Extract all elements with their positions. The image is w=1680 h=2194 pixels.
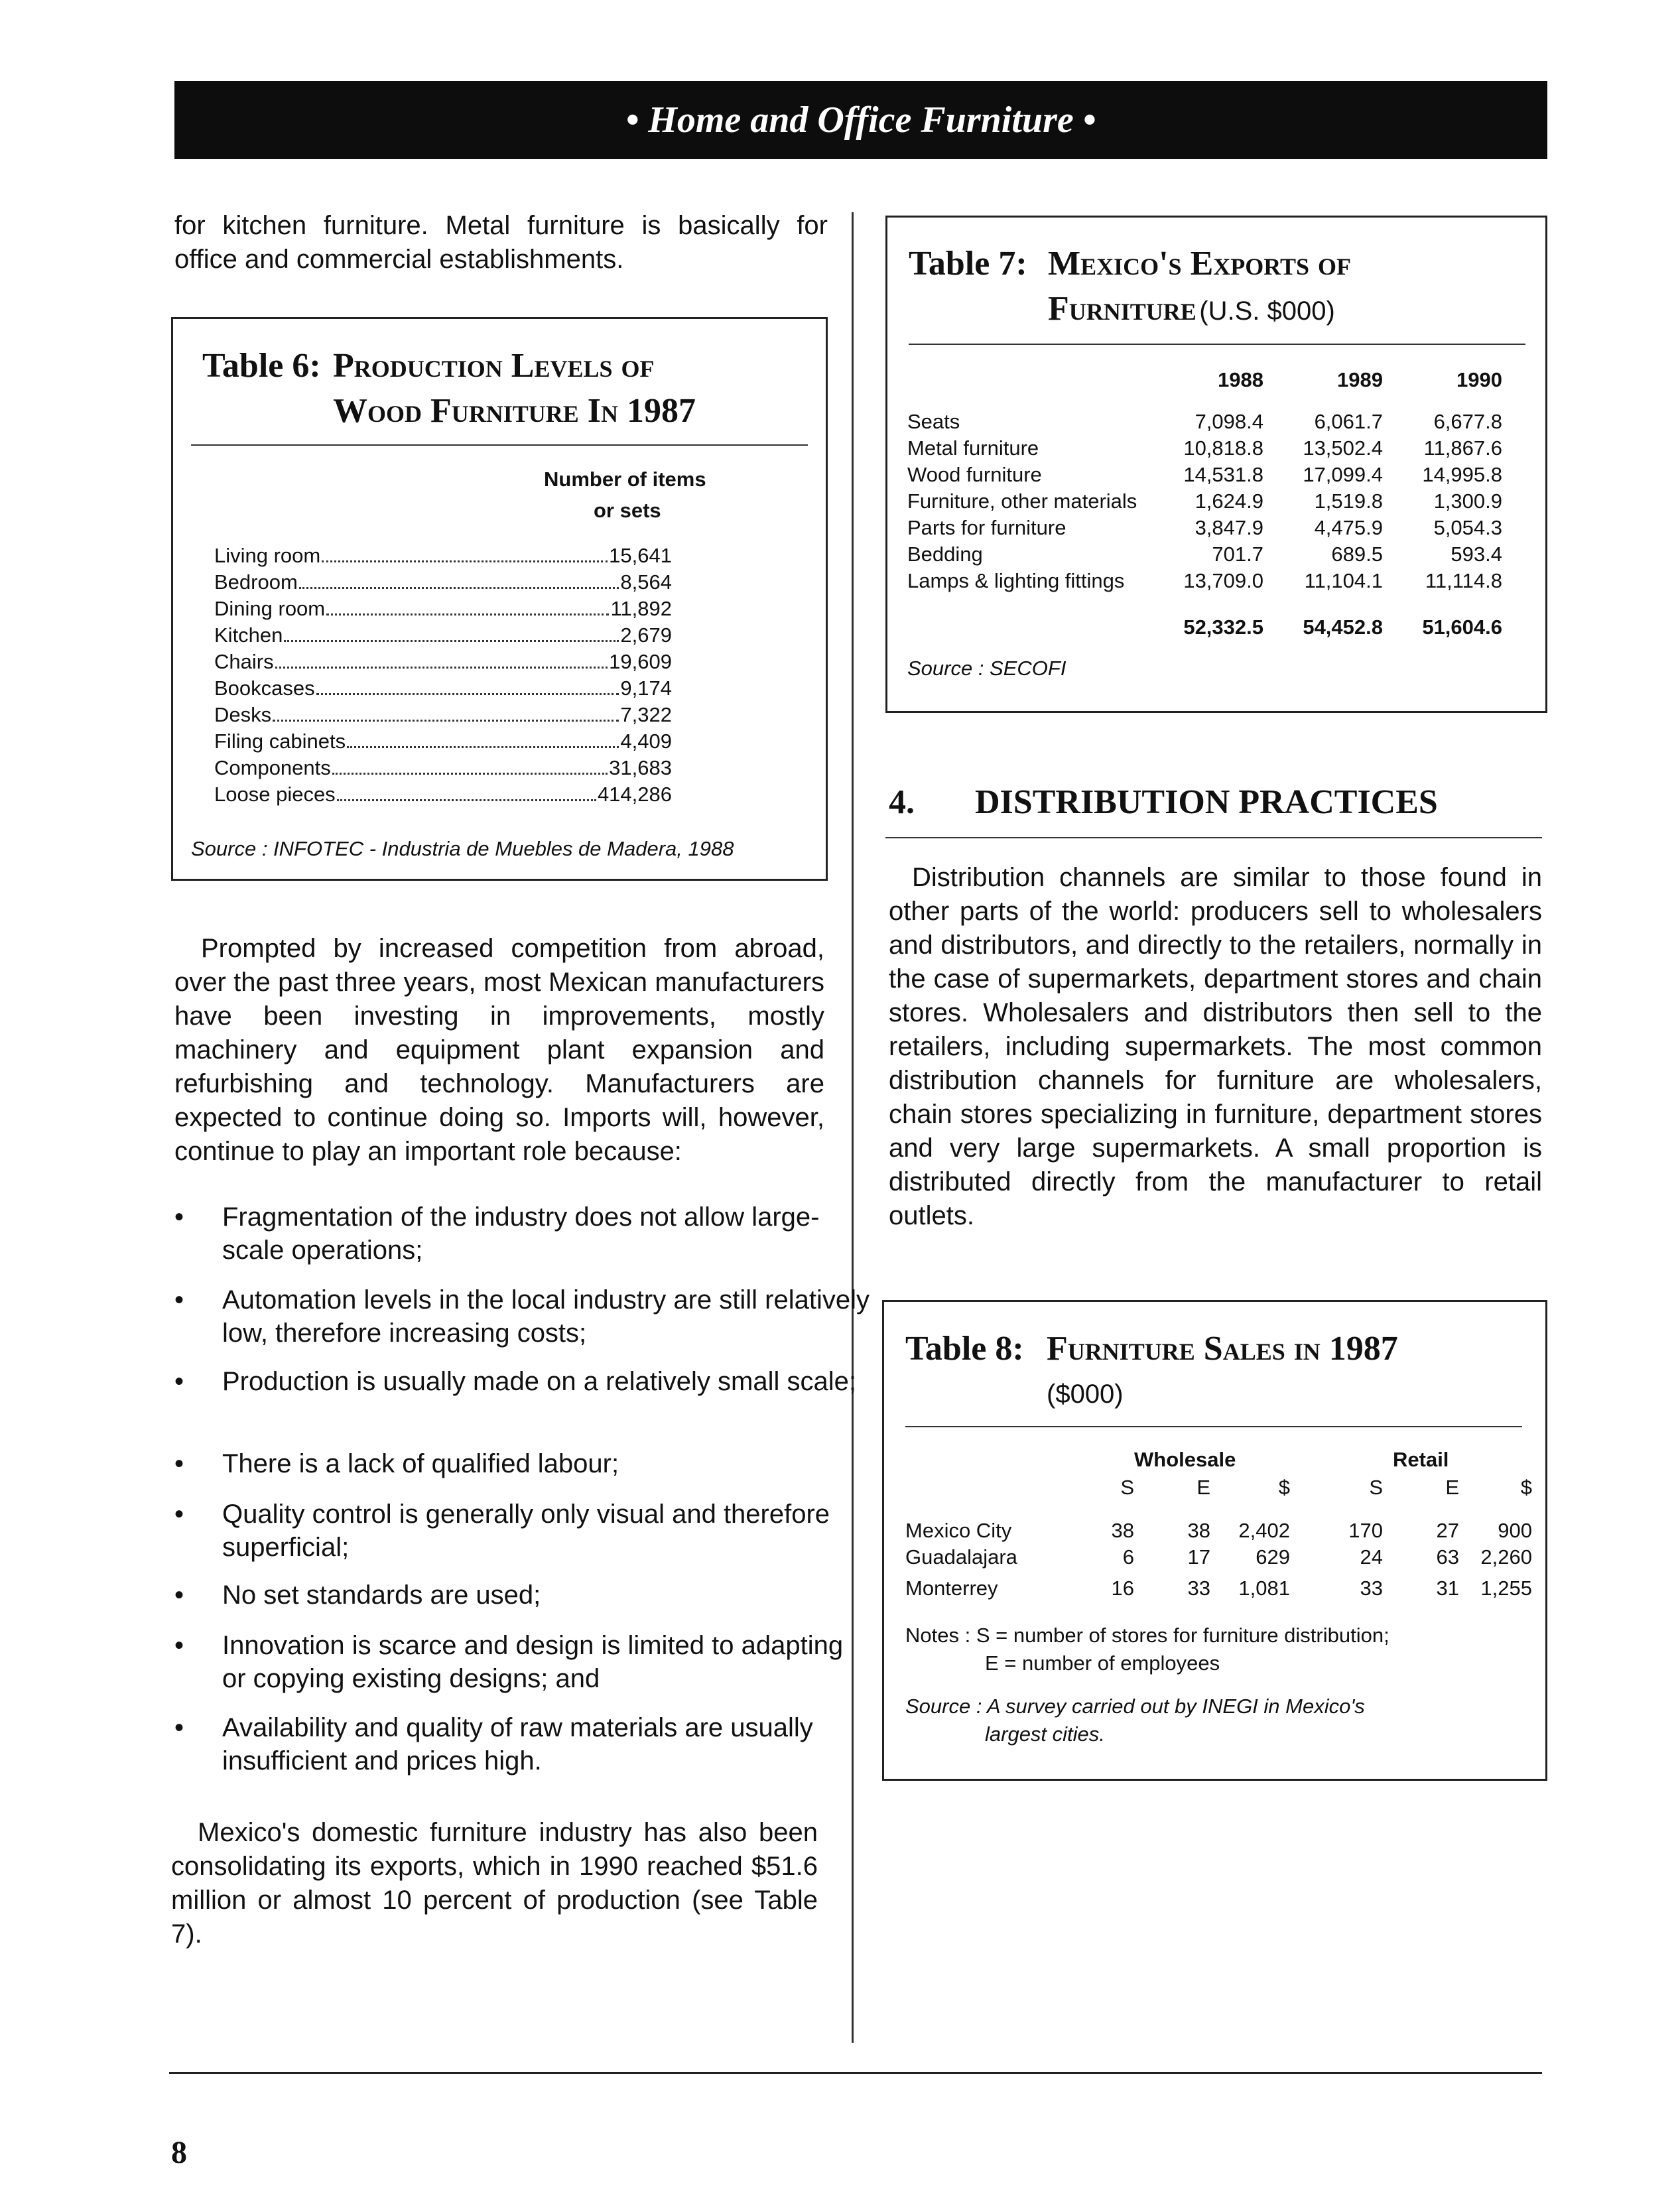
table-7-year-header: 1990 <box>1456 368 1502 391</box>
table-row: Kitchen 2,679 <box>214 623 672 647</box>
table-7-year-header: 1989 <box>1337 368 1383 391</box>
table-row: Wood furniture 14,531.8 17,099.4 14,995.8 <box>907 463 1502 486</box>
table-row: Furniture, other materials 1,624.9 1,519.8 1,300.9 <box>907 489 1502 513</box>
table-row: Living room 15,641 <box>214 544 672 567</box>
table-6-source: Source : INFOTEC - Industria de Muebles de Madera, 1988 <box>191 837 734 860</box>
table-8-rule <box>905 1426 1522 1427</box>
table-8-subheaders: S E $ S E $ <box>1120 1476 1532 1499</box>
table-8-source-line-2: largest cities. <box>985 1722 1105 1746</box>
section-heading <box>889 783 1438 822</box>
table-6-column-header-1: Number of items <box>544 468 706 491</box>
table-6-column-header-2: or sets <box>594 499 661 522</box>
table-7-source: Source : SECOFI <box>907 657 1066 680</box>
table-row: Mexico City 38 38 2,402 170 27 900 <box>905 1519 1532 1542</box>
table-6-title-line-1: Production Levels of <box>333 347 655 385</box>
table-row: Desks 7,322 <box>214 703 672 726</box>
section-banner: • Home and Office Furniture • <box>174 81 1547 159</box>
table-row: Seats 7,098.4 6,061.7 6,677.8 <box>907 410 1502 433</box>
table-6-title-line-2: Wood Furniture In 1987 <box>333 392 696 430</box>
table-row: Monterrey 16 33 1,081 33 31 1,255 <box>905 1577 1532 1600</box>
table-row: Parts for furniture 3,847.9 4,475.9 5,054.3 <box>907 516 1502 539</box>
table-8-source-line-1: Source : A survey carried out by INEGI in Mexico's <box>905 1695 1365 1718</box>
table-row: Dining room 11,892 <box>214 597 672 620</box>
table-row: Bedding 701.7 689.5 593.4 <box>907 543 1502 566</box>
table-row: Guadalajara 6 17 629 24 63 2,260 <box>905 1545 1532 1569</box>
page-number: 8 <box>171 2135 187 2170</box>
table-7-label: Table 7: <box>909 245 1027 283</box>
table-row: Metal furniture 10,818.8 13,502.4 11,867.6 <box>907 436 1502 460</box>
table-7-title-line-2: Furniture (U.S. $000) <box>1048 290 1335 328</box>
table-8-notes-line-2: E = number of employees <box>985 1651 1220 1675</box>
table-row: Bedroom 8,564 <box>214 570 672 594</box>
table-8-notes-line-1: Notes : S = number of stores for furniture distribution; <box>905 1624 1389 1647</box>
table-7-title-line-1: Mexico's Exports of <box>1048 245 1351 283</box>
table-8-label: Table 8: <box>905 1330 1024 1368</box>
footer-rule <box>169 2072 1542 2074</box>
table-8-group-wholesale: Wholesale <box>1134 1448 1236 1471</box>
section-number: 4. <box>889 783 915 821</box>
table-8-group-retail: Retail <box>1393 1448 1449 1471</box>
intro-paragraph: for kitchen furniture. Metal furniture is basically for office and commercial establishments. <box>174 211 828 274</box>
table-8-title: Furniture Sales in 1987 <box>1047 1330 1398 1368</box>
body-paragraph: Prompted by increased competition from abroad, over the past three years, most Mexican manufacturers have been investing in improvements, mostly machinery and equipment plant expansion and refurbishing and technology. Manufacturers are expected to continue doing so. Imports will, however, continue to play an important role because: <box>174 934 824 1166</box>
table-row: Chairs 19,609 <box>214 650 672 673</box>
table-row: Filing cabinets 4,409 <box>214 730 672 753</box>
table-row: Bookcases 9,174 <box>214 677 672 700</box>
table-row: Loose pieces 414,286 <box>214 783 672 806</box>
table-8-subtitle: ($000) <box>1047 1380 1124 1409</box>
section-title: DISTRIBUTION PRACTICES <box>975 783 1438 821</box>
table-row: Components 31,683 <box>214 756 672 779</box>
table-7-rule <box>909 344 1525 345</box>
body-paragraph: Mexico's domestic furniture industry has also been consolidating its exports, which in 1990 reached $51.6 million or almost 10 percent of production (see Table 7). <box>171 1818 818 1949</box>
table-7-totals-row: 52,332.5 54,452.8 51,604.6 <box>1183 615 1502 639</box>
table-7-year-header: 1988 <box>1218 368 1263 391</box>
section-body: Distribution channels are similar to those found in other parts of the world: producers sell to wholesalers and distributors, and directly to the retailers, normally in the case of supermarkets, department stores and chain stores. Wholesalers and distributors then sell to the retailers, including supermarkets. The most common distribution channels for furniture are wholesalers, chain stores specializing in furniture, department stores and very large supermarkets. A small proportion is distributed directly from the manufacturer to retail outlets. <box>889 863 1542 1230</box>
section-rule <box>885 837 1542 838</box>
table-6-rule <box>191 444 808 446</box>
table-6-label: Table 6: <box>202 347 321 385</box>
table-row: Lamps & lighting fittings 13,709.0 11,104.1 11,114.8 <box>907 569 1502 592</box>
